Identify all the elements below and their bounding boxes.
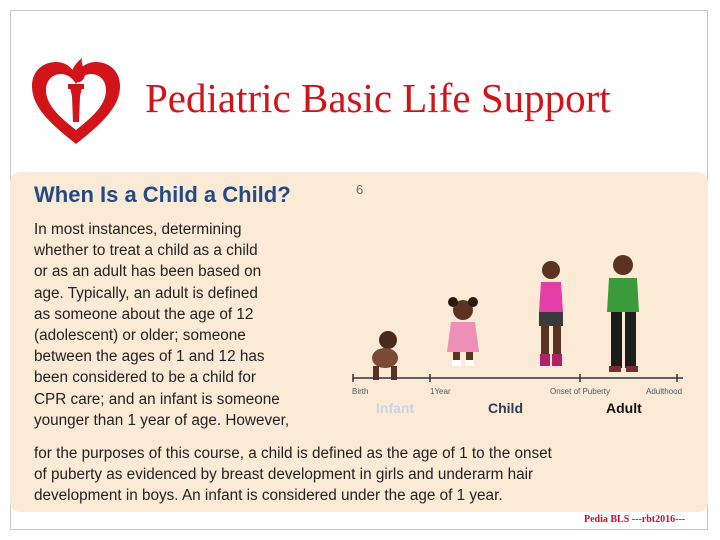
panel-heading: When Is a Child a Child? bbox=[34, 182, 291, 207]
body-line: CPR care; and an infant is someone bbox=[34, 390, 280, 408]
tick-label-birth: Birth bbox=[352, 387, 369, 396]
stage-label-adult: Adult bbox=[606, 400, 642, 416]
body-line: between the ages of 1 and 12 has bbox=[34, 348, 265, 366]
body-line: or as an adult has been based on bbox=[34, 263, 262, 281]
tick-label-adulthood: Adulthood bbox=[646, 387, 683, 396]
tick-label-1year: 1Year bbox=[430, 387, 451, 396]
stage-label-infant: Infant bbox=[376, 400, 415, 416]
preteen-figure bbox=[539, 261, 563, 366]
slide-footer: Pedia BLS ---rbt2016--- bbox=[584, 514, 686, 525]
body-line: as someone about the age of 12 bbox=[34, 305, 254, 323]
body-line: younger than 1 year of age. However, bbox=[34, 411, 290, 429]
body-line: of puberty as evidenced by breast development in girls and underarm hair bbox=[34, 466, 534, 484]
slide-title: Pediatric Basic Life Support bbox=[145, 75, 611, 121]
heart-torch-logo bbox=[28, 52, 124, 150]
body-line: whether to treat a child as a child bbox=[34, 242, 258, 260]
body-line: In most instances, determining bbox=[34, 221, 242, 238]
body-text-left bbox=[34, 219, 334, 431]
infant-figure bbox=[372, 331, 398, 380]
toddler-figure bbox=[447, 297, 479, 366]
body-line: been considered to be a child for bbox=[34, 369, 256, 387]
body-line: age. Typically, an adult is defined bbox=[34, 284, 258, 302]
age-stage-illustration bbox=[345, 250, 690, 420]
body-line: development in boys. An infant is considered under the age of 1 year. bbox=[34, 487, 503, 505]
adult-figure bbox=[607, 255, 639, 372]
stage-label-child: Child bbox=[488, 400, 523, 416]
body-line: (adolescent) or older; someone bbox=[34, 327, 246, 345]
slide-number: 6 bbox=[356, 182, 364, 197]
tick-label-puberty: Onset of Puberty bbox=[550, 387, 611, 396]
body-line: for the purposes of this course, a child is defined as the age of 1 to the onset bbox=[34, 445, 552, 462]
body-text-wide bbox=[34, 443, 552, 507]
